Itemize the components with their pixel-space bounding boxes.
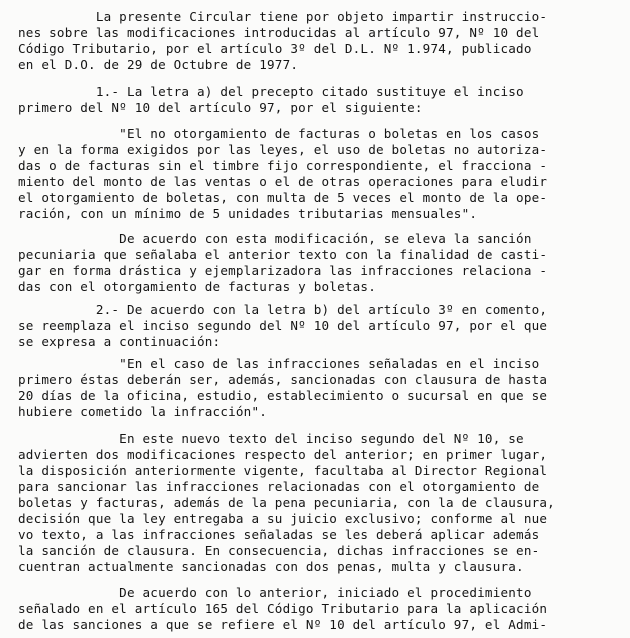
quoted-text-line: "En el caso de las infracciones señaladas en el inciso [18,356,540,371]
quoted-text-line: el otorgamiento de boletas, con multa de 5 veces el monto de la ope- [18,190,548,205]
text-line: gar en forma drástica y ejemplarizadora las infracciones relaciona - [18,263,548,278]
text-line: para sancionar las infracciones relacionadas con el otorgamiento de [18,479,540,494]
text-line: das con el otorgamiento de facturas y boletas. [18,279,376,294]
text-line: la disposición anteriormente vigente, facultaba al Director Regional [18,463,548,478]
text-line: señalado en el artículo 165 del Código Tributario para la aplicación [18,601,548,616]
text-line: 1.- La letra a) del precepto citado sustituye el inciso [18,84,524,99]
text-line: advierten dos modificaciones respecto del anterior; en primer lugar, [18,447,548,462]
quoted-text-line: ración, con un mínimo de 5 unidades tributarias mensuales". [18,206,478,221]
text-line: nes sobre las modificaciones introducidas al artículo 97, Nº 10 del [18,25,540,40]
text-line: la sanción de clausura. En consecuencia, dichas infracciones se en- [18,543,540,558]
text-line: primero del Nº 10 del artículo 97, por el siguiente: [18,100,423,115]
quoted-text-line: miento del monto de las ventas o el de otras operaciones para eludir [18,174,548,189]
text-line: De acuerdo con esta modificación, se eleva la sanción [18,231,532,246]
text-line: pecuniaria que señalaba el anterior texto con la finalidad de casti- [18,247,548,262]
quoted-text-line: 20 días de la oficina, estudio, establecimiento o sucursal en que se [18,388,548,403]
text-line: en el D.O. de 29 de Octubre de 1977. [18,57,299,72]
text-line: La presente Circular tiene por objeto impartir instruccio- [18,9,548,24]
text-line: decisión que la ley entregaba a su juicio exclusivo; conforme al nue [18,511,548,526]
text-line: De acuerdo con lo anterior, iniciado el procedimiento [18,585,532,600]
text-line: se reemplaza el inciso segundo del Nº 10 del artículo 97, por el que [18,318,548,333]
text-line: boletas y facturas, además de la pena pecuniaria, con la de clausura, [18,495,555,510]
text-line: se expresa a continuación: [18,334,221,349]
quoted-text-line: das o de facturas sin el timbre fijo correspondiente, el fracciona - [18,158,548,173]
quoted-text-line: hubiere cometido la infracción". [18,404,268,419]
quoted-text-line: primero éstas deberán ser, además, sancionadas con clausura de hasta [18,372,548,387]
text-line: Código Tributario, por el artículo 3º del D.L. Nº 1.974, publicado [18,41,532,56]
quoted-text-line: y en la forma exigidos por las leyes, el uso de boletas no autoriza- [18,142,548,157]
text-line: 2.- De acuerdo con la letra b) del artículo 3º en comento, [18,302,548,317]
quoted-text-line: "El no otorgamiento de facturas o boletas en los casos [18,126,540,141]
text-line: vo texto, a las infracciones señaladas se les deberá aplicar además [18,527,540,542]
text-line: cuentran actualmente sancionadas con dos penas, multa y clausura. [18,559,524,574]
text-line: de las sanciones a que se refiere el Nº 10 del artículo 97, el Admi- [18,617,548,632]
text-line: En este nuevo texto del inciso segundo del Nº 10, se [18,431,524,446]
